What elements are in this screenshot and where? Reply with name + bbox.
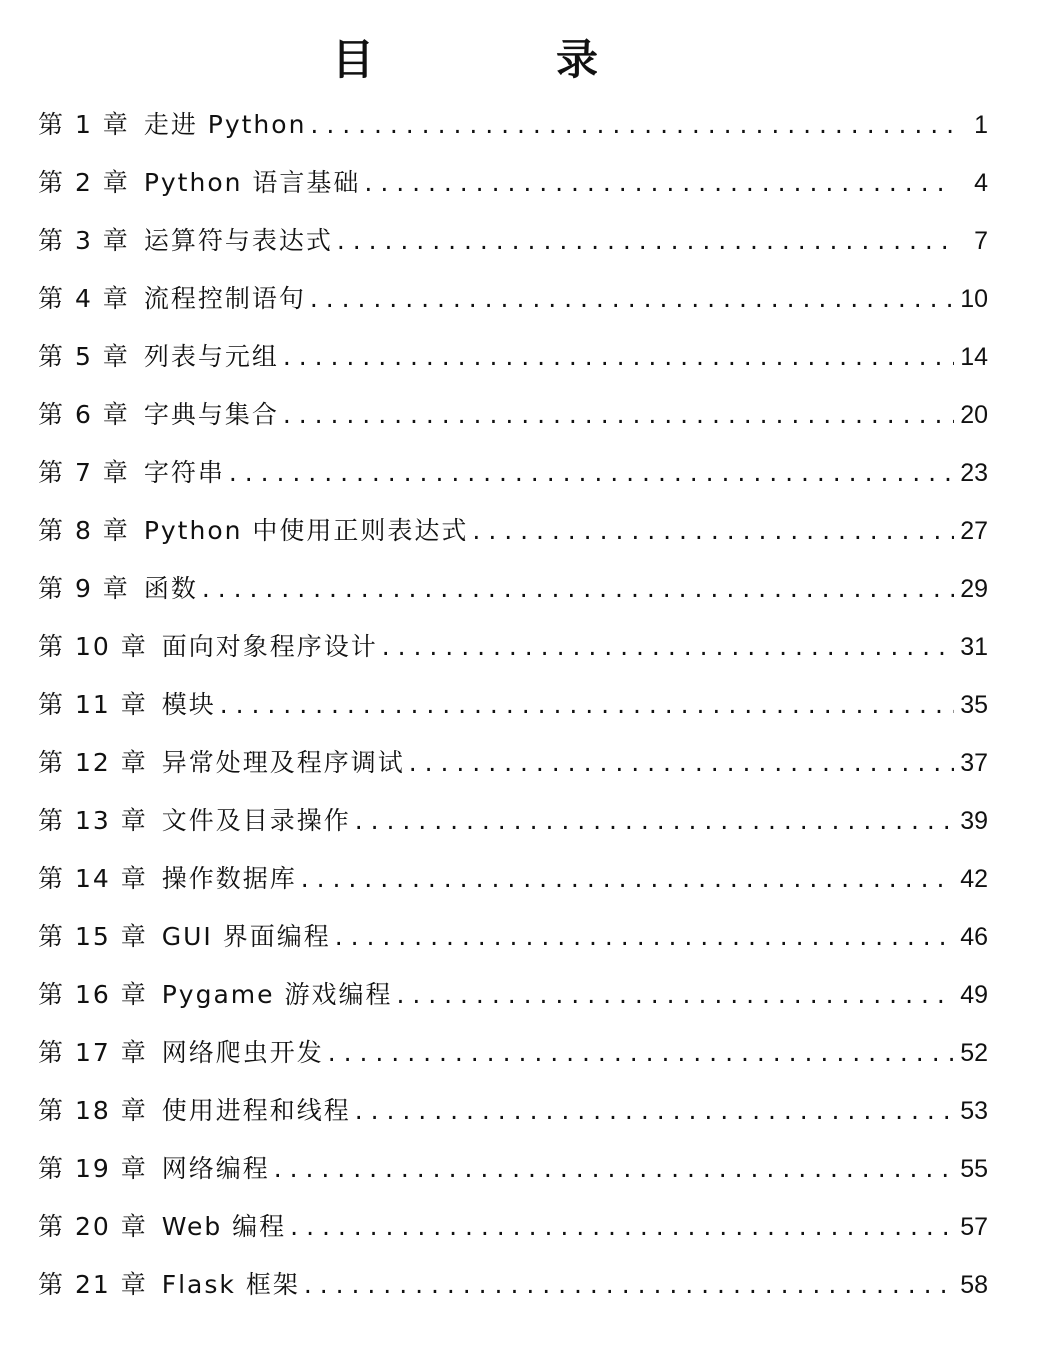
dot-leader — [335, 908, 954, 966]
page-number: 31 — [960, 633, 988, 661]
dot-leader — [301, 850, 954, 908]
toc-entry[interactable] — [38, 734, 988, 792]
page-number: 14 — [960, 343, 988, 371]
dot-leader — [409, 734, 954, 792]
toc-entry[interactable] — [38, 850, 988, 908]
chapter-number: 第 18 章 — [38, 1096, 148, 1125]
toc-entry[interactable] — [38, 154, 988, 212]
chapter-number: 第 8 章 — [38, 516, 130, 545]
chapter-title: 面向对象程序设计 — [161, 632, 378, 661]
page-number: 53 — [960, 1097, 988, 1125]
page-number: 23 — [960, 459, 988, 487]
dot-leader — [396, 966, 954, 1024]
toc-entry[interactable] — [38, 560, 988, 618]
chapter-number: 第 21 章 — [38, 1270, 148, 1299]
chapter-title: 流程控制语句 — [143, 284, 306, 313]
chapter-number: 第 11 章 — [38, 690, 148, 719]
chapter-title: 文件及目录操作 — [161, 806, 351, 835]
chapter-number: 第 20 章 — [38, 1212, 148, 1241]
chapter-title: 异常处理及程序调试 — [161, 748, 405, 777]
toc-entry[interactable] — [38, 966, 988, 1024]
toc-entry[interactable] — [38, 1082, 988, 1140]
toc-entry[interactable] — [38, 908, 988, 966]
chapter-title: 使用进程和线程 — [161, 1096, 351, 1125]
toc-entry[interactable] — [38, 1140, 988, 1198]
chapter-number: 第 1 章 — [38, 110, 130, 139]
toc-entry[interactable] — [38, 1256, 988, 1314]
chapter-number: 第 13 章 — [38, 806, 148, 835]
dot-leader — [355, 1082, 954, 1140]
dot-leader — [283, 328, 954, 386]
page-number: 7 — [974, 227, 988, 255]
page-number: 49 — [960, 981, 988, 1009]
page-number: 10 — [960, 285, 988, 313]
toc-list — [38, 96, 988, 1314]
dot-leader — [274, 1140, 954, 1198]
chapter-title: 网络爬虫开发 — [161, 1038, 324, 1067]
page-number: 35 — [960, 691, 988, 719]
chapter-title: Python 语言基础 — [143, 168, 361, 197]
chapter-title: 操作数据库 — [161, 864, 297, 893]
chapter-number: 第 16 章 — [38, 980, 148, 1009]
page-number: 55 — [960, 1155, 988, 1183]
chapter-title: Web 编程 — [161, 1212, 287, 1241]
chapter-title: Flask 框架 — [161, 1270, 300, 1299]
chapter-number: 第 2 章 — [38, 168, 130, 197]
page-number: 27 — [960, 517, 988, 545]
toc-entry[interactable] — [38, 270, 988, 328]
page-number: 20 — [960, 401, 988, 429]
chapter-title: 运算符与表达式 — [143, 226, 333, 255]
chapter-title: 列表与元组 — [143, 342, 279, 371]
dot-leader — [310, 96, 954, 154]
dot-leader — [229, 444, 954, 502]
toc-entry[interactable] — [38, 212, 988, 270]
dot-leader — [202, 560, 954, 618]
chapter-title: 函数 — [143, 574, 198, 603]
dot-leader — [283, 386, 954, 444]
toc-entry[interactable] — [38, 328, 988, 386]
chapter-title: 走进 Python — [143, 110, 307, 139]
toc-entry[interactable] — [38, 792, 988, 850]
dot-leader — [290, 1198, 954, 1256]
dot-leader — [382, 618, 954, 676]
chapter-number: 第 12 章 — [38, 748, 148, 777]
chapter-number: 第 14 章 — [38, 864, 148, 893]
page-number: 58 — [960, 1271, 988, 1299]
dot-leader — [310, 270, 954, 328]
chapter-number: 第 7 章 — [38, 458, 130, 487]
toc-entry[interactable] — [38, 96, 988, 154]
chapter-number: 第 15 章 — [38, 922, 148, 951]
chapter-number: 第 3 章 — [38, 226, 130, 255]
chapter-number: 第 6 章 — [38, 400, 130, 429]
page-number: 4 — [974, 169, 988, 197]
chapter-number: 第 17 章 — [38, 1038, 148, 1067]
page-number: 52 — [960, 1039, 988, 1067]
page-number: 37 — [960, 749, 988, 777]
chapter-number: 第 9 章 — [38, 574, 130, 603]
page-number: 39 — [960, 807, 988, 835]
dot-leader — [337, 212, 954, 270]
page-number: 57 — [960, 1213, 988, 1241]
chapter-title: 字典与集合 — [143, 400, 279, 429]
page-number: 1 — [974, 111, 988, 139]
chapter-title: 字符串 — [143, 458, 225, 487]
dot-leader — [328, 1024, 954, 1082]
chapter-title: Python 中使用正则表达式 — [143, 516, 469, 545]
page-number: 42 — [960, 865, 988, 893]
chapter-number: 第 10 章 — [38, 632, 148, 661]
dot-leader — [304, 1256, 954, 1314]
chapter-number: 第 5 章 — [38, 342, 130, 371]
chapter-title: GUI 界面编程 — [161, 922, 331, 951]
chapter-title: Pygame 游戏编程 — [161, 980, 393, 1009]
toc-entry[interactable] — [38, 386, 988, 444]
chapter-title: 模块 — [161, 690, 216, 719]
toc-entry[interactable] — [38, 618, 988, 676]
page-number: 46 — [960, 923, 988, 951]
dot-leader — [220, 676, 954, 734]
chapter-number: 第 4 章 — [38, 284, 130, 313]
toc-entry[interactable] — [38, 502, 988, 560]
dot-leader — [364, 154, 954, 212]
toc-entry[interactable] — [38, 1198, 988, 1256]
dot-leader — [355, 792, 954, 850]
toc-entry[interactable] — [38, 444, 988, 502]
chapter-number: 第 19 章 — [38, 1154, 148, 1183]
toc-entry[interactable] — [38, 676, 988, 734]
chapter-title: 网络编程 — [161, 1154, 270, 1183]
page-number: 29 — [960, 575, 988, 603]
toc-entry[interactable] — [38, 1024, 988, 1082]
dot-leader — [472, 502, 954, 560]
page-title: 目 录 — [331, 35, 668, 84]
